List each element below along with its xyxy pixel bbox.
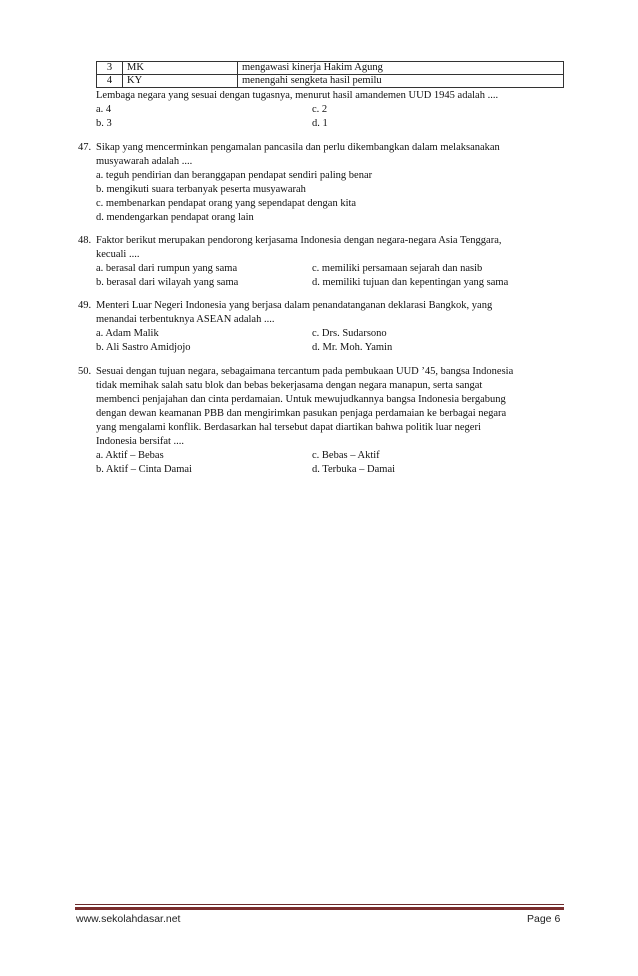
option-a: a. berasal dari rumpun yang sama [96,263,238,274]
question-50 [0,365,600,477]
option-b: b. mengikuti suara terbanyak peserta musyawarah [96,184,306,195]
option-d: d. memiliki tujuan dan kepentingan yang sama [312,277,509,288]
options-row [96,341,600,355]
option-a: a. 4 [96,104,112,115]
question-stem: menandai terbentuknya ASEAN adalah .... [96,314,275,325]
options-row [96,276,600,290]
options-row [96,463,600,477]
option-c: c. Bebas – Aktif [312,450,380,461]
option-b: b. berasal dari wilayah yang sama [96,277,239,288]
question-stem: yang mengalami konflik. Berdasarkan hal tersebut dapat diartikan bahwa politik luar negeri [96,422,481,433]
table-cell-abbreviation: MK [123,62,238,75]
footer-divider-thick [75,907,564,910]
question-49 [0,299,600,355]
option-c: c. 2 [312,104,328,115]
options-row [96,327,600,341]
option-c: c. membenarkan pendapat orang yang sependapat dengan kita [96,198,357,209]
question-stem: dengan dewan keamanan PBB dan mengirimkan pasukan penjaga perdamaian ke berbagai negara [96,408,507,419]
option-d: d. Terbuka – Damai [312,464,396,475]
options-row [96,103,566,117]
question-stem: musyawarah adalah .... [96,156,193,167]
question-stem: Lembaga negara yang sesuai dengan tugasnya, menurut hasil amandemen UUD 1945 adalah .... [96,90,499,101]
question-stem: kecuali .... [96,249,140,260]
option-b: b. 3 [96,118,112,129]
footer-page-number: Page 6 [527,913,561,925]
question-stem: tidak memihak salah satu blok dan bebas bekerjasama dengan negara manapun, serta sangat [96,380,483,391]
option-b: b. Ali Sastro Amidjojo [96,342,191,353]
question-stem: Sikap yang mencerminkan pengamalan pancasila dan perlu dikembangkan dalam melaksanakan [96,142,500,153]
table-cell-description: menengahi sengketa hasil pemilu [238,75,564,88]
option-a: a. Adam Malik [96,328,159,339]
question-stem: Menteri Luar Negeri Indonesia yang berjasa dalam penandatanganan deklarasi Bangkok, yang [96,300,493,311]
option-a: a. teguh pendirian dan beranggapan pendapat sendiri paling benar [96,170,373,181]
options-row [96,117,566,131]
question-stem: membenci penjajahan dan cinta perdamaian. Untuk mewujudkannya bangsa Indonesia bergabung [96,394,506,405]
question-number: 48. [78,235,92,246]
table-cell-description: mengawasi kinerja Hakim Agung [238,62,564,75]
table-cell-abbreviation: KY [123,75,238,88]
options-row [96,262,600,276]
question-46 [96,89,566,131]
table-cell-number: 4 [97,75,123,88]
option-b: b. Aktif – Cinta Damai [96,464,192,475]
table-row [97,62,564,75]
question-stem: Sesuai dengan tujuan negara, sebagaimana tercantum pada pembukaan UUD ’45, bangsa Indonesia [96,366,514,377]
question-stem: Indonesia bersifat .... [96,436,185,447]
question-number: 50. [78,366,92,377]
option-a: a. Aktif – Bebas [96,450,164,461]
footer-divider [75,904,564,905]
question-stem: Faktor berikut merupakan pendorong kerjasama Indonesia dengan negara-negara Asia Tenggara, [96,235,502,246]
options-row [96,449,600,463]
option-d: d. Mr. Moh. Yamin [312,342,393,353]
table-cell-number: 3 [97,62,123,75]
question-number: 49. [78,300,92,311]
answer-key-table [96,61,564,88]
option-d: d. mendengarkan pendapat orang lain [96,212,254,223]
option-c: c. memiliki persamaan sejarah dan nasib [312,263,483,274]
question-47 [0,141,600,225]
option-c: c. Drs. Sudarsono [312,328,387,339]
question-number: 47. [78,142,92,153]
table-row [97,75,564,88]
question-48 [0,234,600,290]
footer-site-link[interactable]: www.sekolahdasar.net [76,913,181,925]
option-d: d. 1 [312,118,328,129]
